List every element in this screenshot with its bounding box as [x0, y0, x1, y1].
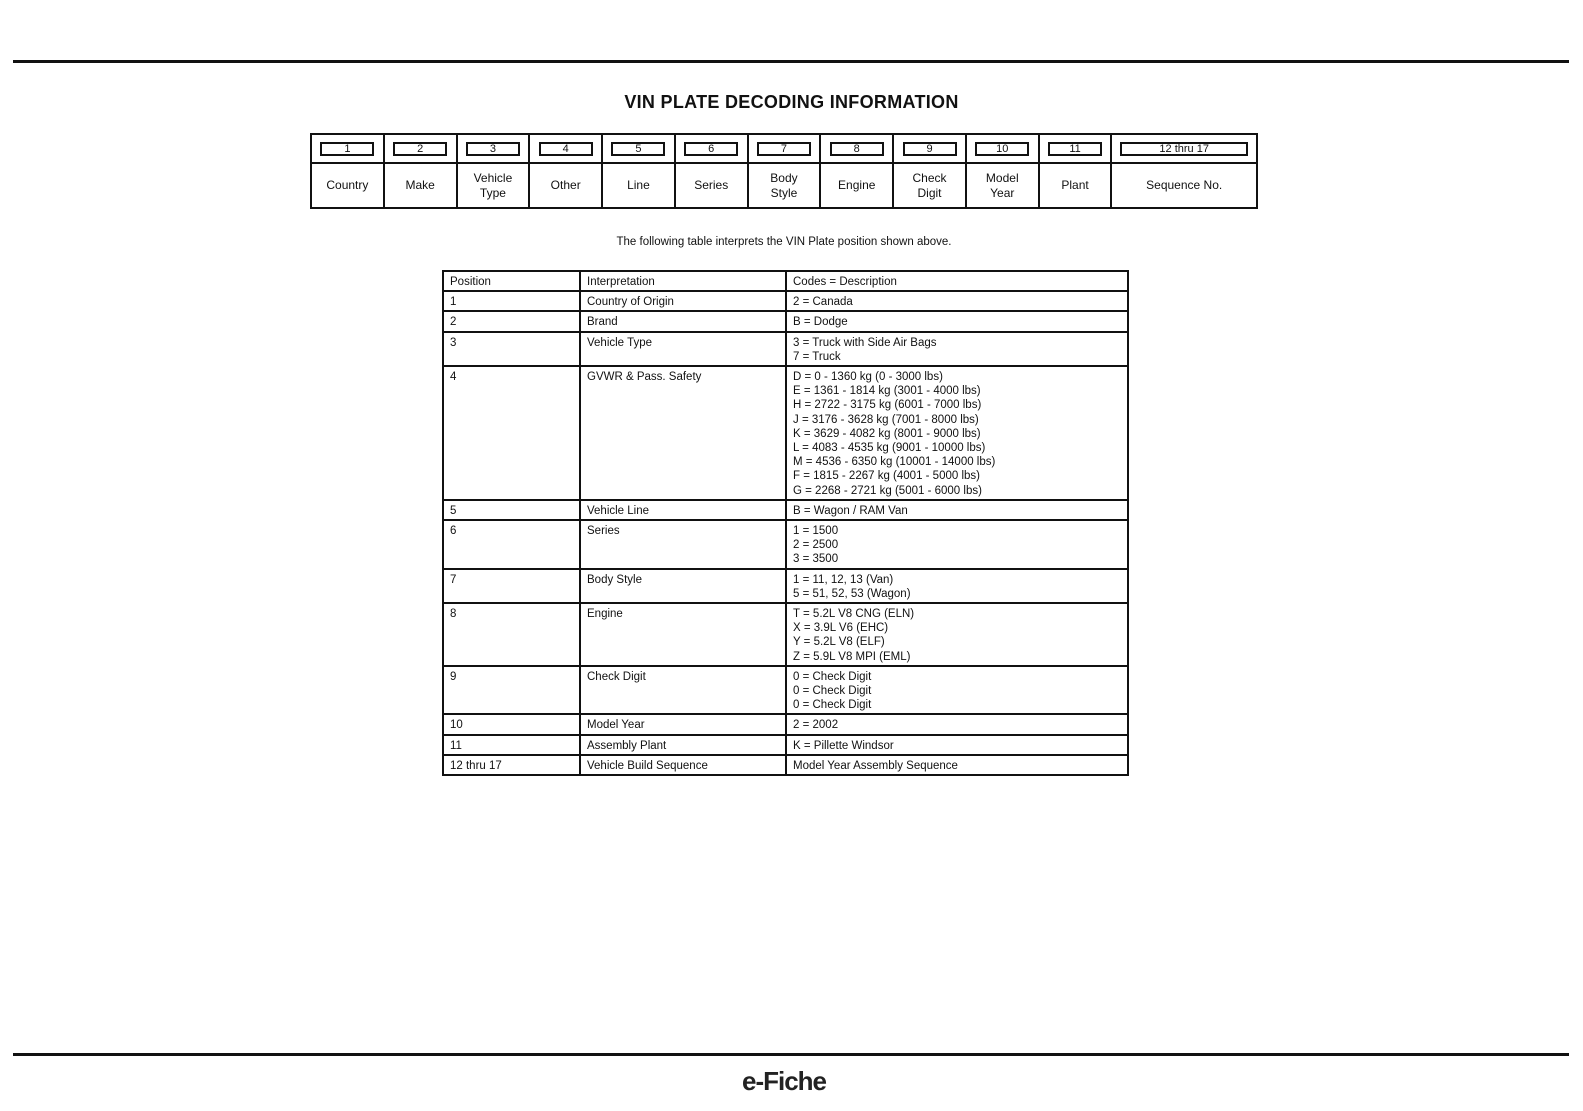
vin-position-label: Other — [550, 178, 581, 192]
table-row — [443, 569, 1128, 603]
codes-cell: D = 0 - 1360 kg (0 - 3000 lbs) E = 1361 - 1814 kg (3001 - 4000 lbs) H = 2722 - 3175 kg (6001 - 7000 lbs) J = 3176 - 3628 kg (7001 - 8000 lbs) K = 3629 - 4082 kg (8001 - 9000 lbs) L = 4083 - 4535 kg (9001 - 10000 lbs) M = 4536 - 6350 kg (10001 - 14000 lbs) F = 1815 - 2267 kg (4001 - 5000 lbs) G = 2268 - 2721 kg (5001 - 6000 lbs) — [786, 366, 1128, 500]
vin-position-label: Sequence No. — [1146, 178, 1223, 192]
vin-position-label: Vehicle Type — [473, 170, 513, 200]
codes-cell: B = Dodge — [786, 311, 1128, 331]
vin-position-cell — [530, 135, 601, 164]
vin-column — [1112, 135, 1256, 207]
column-header: Position — [443, 271, 580, 291]
vin-decoding-table — [442, 270, 1129, 776]
vin-position-cell — [749, 135, 820, 164]
vin-position-label: Series — [694, 178, 729, 192]
vin-position-label: Engine — [838, 178, 876, 192]
position-cell: 8 — [443, 603, 580, 666]
vin-column — [312, 135, 385, 207]
interpretation-cell: Vehicle Build Sequence — [580, 755, 786, 775]
vin-column — [1040, 135, 1113, 207]
codes-cell: B = Wagon / RAM Van — [786, 500, 1128, 520]
vin-column — [458, 135, 531, 207]
table-row — [443, 714, 1128, 734]
interpretation-cell: Vehicle Line — [580, 500, 786, 520]
vin-position-number: 3 — [466, 142, 520, 156]
vin-position-cell — [894, 135, 965, 164]
vin-position-label: Country — [326, 178, 369, 192]
interpretation-cell: GVWR & Pass. Safety — [580, 366, 786, 500]
codes-cell: 2 = 2002 — [786, 714, 1128, 734]
codes-cell: 0 = Check Digit 0 = Check Digit 0 = Check Digit — [786, 666, 1128, 715]
table-note: The following table interprets the VIN Plate position shown above. — [616, 236, 952, 248]
vin-position-cell — [676, 135, 747, 164]
position-cell: 6 — [443, 520, 580, 569]
vin-position-number: 7 — [757, 142, 811, 156]
interpretation-cell: Model Year — [580, 714, 786, 734]
vin-position-label: Plant — [1061, 178, 1089, 192]
vin-position-number: 10 — [975, 142, 1029, 156]
codes-cell: 1 = 1500 2 = 2500 3 = 3500 — [786, 520, 1128, 569]
vin-column — [821, 135, 894, 207]
codes-cell: Model Year Assembly Sequence — [786, 755, 1128, 775]
vin-position-number: 1 — [320, 142, 374, 156]
page-title: VIN PLATE DECODING INFORMATION — [624, 92, 959, 112]
vin-position-number: 8 — [830, 142, 884, 156]
vin-position-cell — [312, 135, 383, 164]
vin-position-cell — [1040, 135, 1111, 164]
table-row — [443, 332, 1128, 366]
vin-column — [749, 135, 822, 207]
vin-position-label: Make — [405, 178, 435, 192]
vin-position-number: 2 — [393, 142, 447, 156]
codes-cell: 3 = Truck with Side Air Bags 7 = Truck — [786, 332, 1128, 366]
vin-column — [385, 135, 458, 207]
vin-position-cell — [603, 135, 674, 164]
position-cell: 3 — [443, 332, 580, 366]
interpretation-cell: Body Style — [580, 569, 786, 603]
interpretation-cell: Assembly Plant — [580, 735, 786, 755]
vin-position-number: 4 — [539, 142, 593, 156]
vin-position-number: 9 — [903, 142, 957, 156]
table-row — [443, 520, 1128, 569]
vin-column — [603, 135, 676, 207]
vin-position-label: Line — [627, 178, 650, 192]
vin-position-table — [310, 133, 1258, 209]
table-row — [443, 755, 1128, 775]
codes-cell: K = Pillette Windsor — [786, 735, 1128, 755]
position-cell: 2 — [443, 311, 580, 331]
position-cell: 7 — [443, 569, 580, 603]
vin-column — [967, 135, 1040, 207]
interpretation-cell: Vehicle Type — [580, 332, 786, 366]
vin-position-cell — [458, 135, 529, 164]
position-cell: 12 thru 17 — [443, 755, 580, 775]
table-row — [443, 366, 1128, 500]
table-row — [443, 666, 1128, 715]
position-cell: 10 — [443, 714, 580, 734]
vin-position-cell — [967, 135, 1038, 164]
interpretation-cell: Engine — [580, 603, 786, 666]
codes-cell: T = 5.2L V8 CNG (ELN) X = 3.9L V6 (EHC) Y = 5.2L V8 (ELF) Z = 5.9L V8 MPI (EML) — [786, 603, 1128, 666]
vin-position-label: Check Digit — [912, 170, 947, 200]
table-row — [443, 291, 1128, 311]
interpretation-cell: Country of Origin — [580, 291, 786, 311]
column-header: Codes = Description — [786, 271, 1128, 291]
vin-position-cell — [385, 135, 456, 164]
vin-position-cell — [1112, 135, 1256, 164]
vin-position-number: 5 — [611, 142, 665, 156]
bottom-rule — [13, 1053, 1569, 1056]
table-row — [443, 735, 1128, 755]
column-header: Interpretation — [580, 271, 786, 291]
table-row — [443, 311, 1128, 331]
vin-column — [894, 135, 967, 207]
position-cell: 4 — [443, 366, 580, 500]
position-cell: 11 — [443, 735, 580, 755]
position-cell: 9 — [443, 666, 580, 715]
table-row — [443, 603, 1128, 666]
vin-position-label: Body Style — [770, 170, 798, 200]
vin-position-number: 12 thru 17 — [1120, 142, 1248, 156]
vin-position-number: 6 — [684, 142, 738, 156]
interpretation-cell: Series — [580, 520, 786, 569]
interpretation-cell: Brand — [580, 311, 786, 331]
codes-cell: 2 = Canada — [786, 291, 1128, 311]
codes-cell: 1 = 11, 12, 13 (Van) 5 = 51, 52, 53 (Wagon) — [786, 569, 1128, 603]
vin-column — [530, 135, 603, 207]
vin-column — [676, 135, 749, 207]
e-fiche-logo: e-Fiche — [741, 1066, 827, 1096]
position-cell: 5 — [443, 500, 580, 520]
table-header-row — [443, 271, 1128, 291]
vin-position-label: Model Year — [985, 170, 1019, 200]
interpretation-cell: Check Digit — [580, 666, 786, 715]
position-cell: 1 — [443, 291, 580, 311]
vin-position-number: 11 — [1048, 142, 1102, 156]
top-rule — [13, 60, 1569, 63]
table-row — [443, 500, 1128, 520]
vin-position-cell — [821, 135, 892, 164]
